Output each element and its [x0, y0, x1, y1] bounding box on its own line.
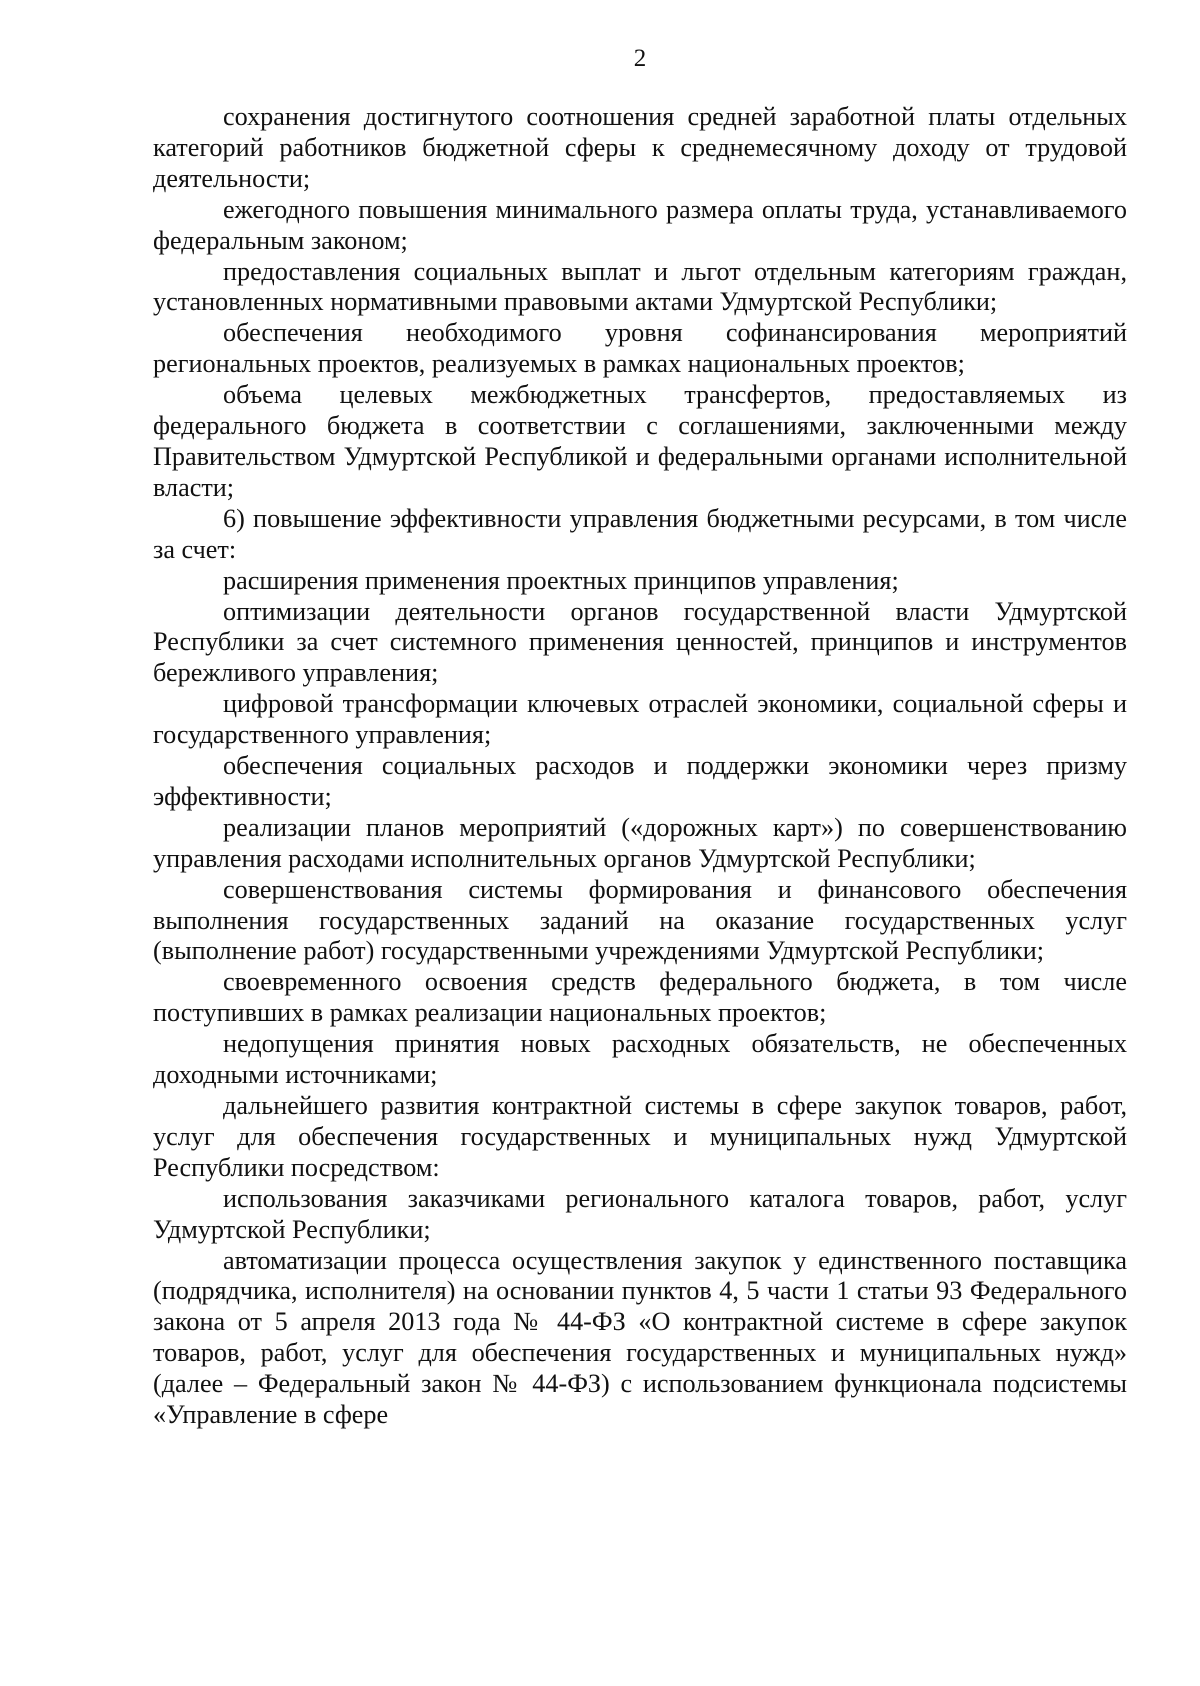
paragraph: 6) повышение эффективности управления бюджетными ресурсами, в том числе за счет: [153, 503, 1127, 564]
paragraph: автоматизации процесса осуществления закупок у единственного поставщика (подрядчика, исполнителя) на основании пунктов 4, 5 части 1 статьи 93 Федерального закона от 5 апреля 2013 года № 44-ФЗ «О контрактной системе в сфере закупок товаров, работ, услуг для обеспечения государственных и муниципальных нужд» (далее – Федеральный закон № 44-ФЗ) с использованием функционала подсистемы «Управление в сфере [153, 1245, 1127, 1430]
paragraph: оптимизации деятельности органов государственной власти Удмуртской Республики за счет системного применения ценностей, принципов и инструментов бережливого управления; [153, 596, 1127, 688]
document-body [153, 102, 1127, 1431]
paragraph: дальнейшего развития контрактной системы в сфере закупок товаров, работ, услуг для обеспечения государственных и муниципальных нужд Удмуртской Республики посредством: [153, 1091, 1127, 1182]
paragraph: цифровой трансформации ключевых отраслей экономики, социальной сферы и государственного управления; [153, 689, 1127, 750]
paragraph: обеспечения социальных расходов и поддержки экономики через призму эффективности; [153, 751, 1127, 811]
page-number: 2 [633, 45, 647, 72]
paragraph: обеспечения необходимого уровня софинансирования мероприятий региональных проектов, реализуемых в рамках национальных проектов; [153, 318, 1127, 379]
paragraph: использования заказчиками регионального каталога товаров, работ, услуг Удмуртской Республики; [153, 1183, 1127, 1244]
paragraph: недопущения принятия новых расходных обязательств, не обеспеченных доходными источниками; [153, 1029, 1127, 1090]
paragraph: сохранения достигнутого соотношения средней заработной платы отдельных категорий работников бюджетной сферы к среднемесячному доходу от трудовой деятельности; [153, 102, 1127, 193]
paragraph: ежегодного повышения минимального размера оплаты труда, устанавливаемого федеральным законом; [153, 194, 1127, 255]
paragraph: реализации планов мероприятий («дорожных карт») по совершенствованию управления расходами исполнительных органов Удмуртской Республики; [153, 812, 1127, 873]
paragraph: расширения применения проектных принципов управления; [223, 565, 899, 595]
paragraph: совершенствования системы формирования и финансового обеспечения выполнения государственных заданий на оказание государственных услуг (выполнение работ) государственными учреждениями Удмуртской Республики; [153, 874, 1127, 966]
paragraph: объема целевых межбюджетных трансфертов, предоставляемых из федерального бюджета в соответствии с соглашениями, заключенными между Правительством Удмуртской Республикой и федеральными органами исполнительной власти; [153, 380, 1127, 502]
paragraph: предоставления социальных выплат и льгот отдельным категориям граждан, установленных нормативными правовыми актами Удмуртской Республики; [153, 256, 1127, 317]
paragraph: своевременного освоения средств федерального бюджета, в том числе поступивших в рамках реализации национальных проектов; [153, 967, 1127, 1028]
